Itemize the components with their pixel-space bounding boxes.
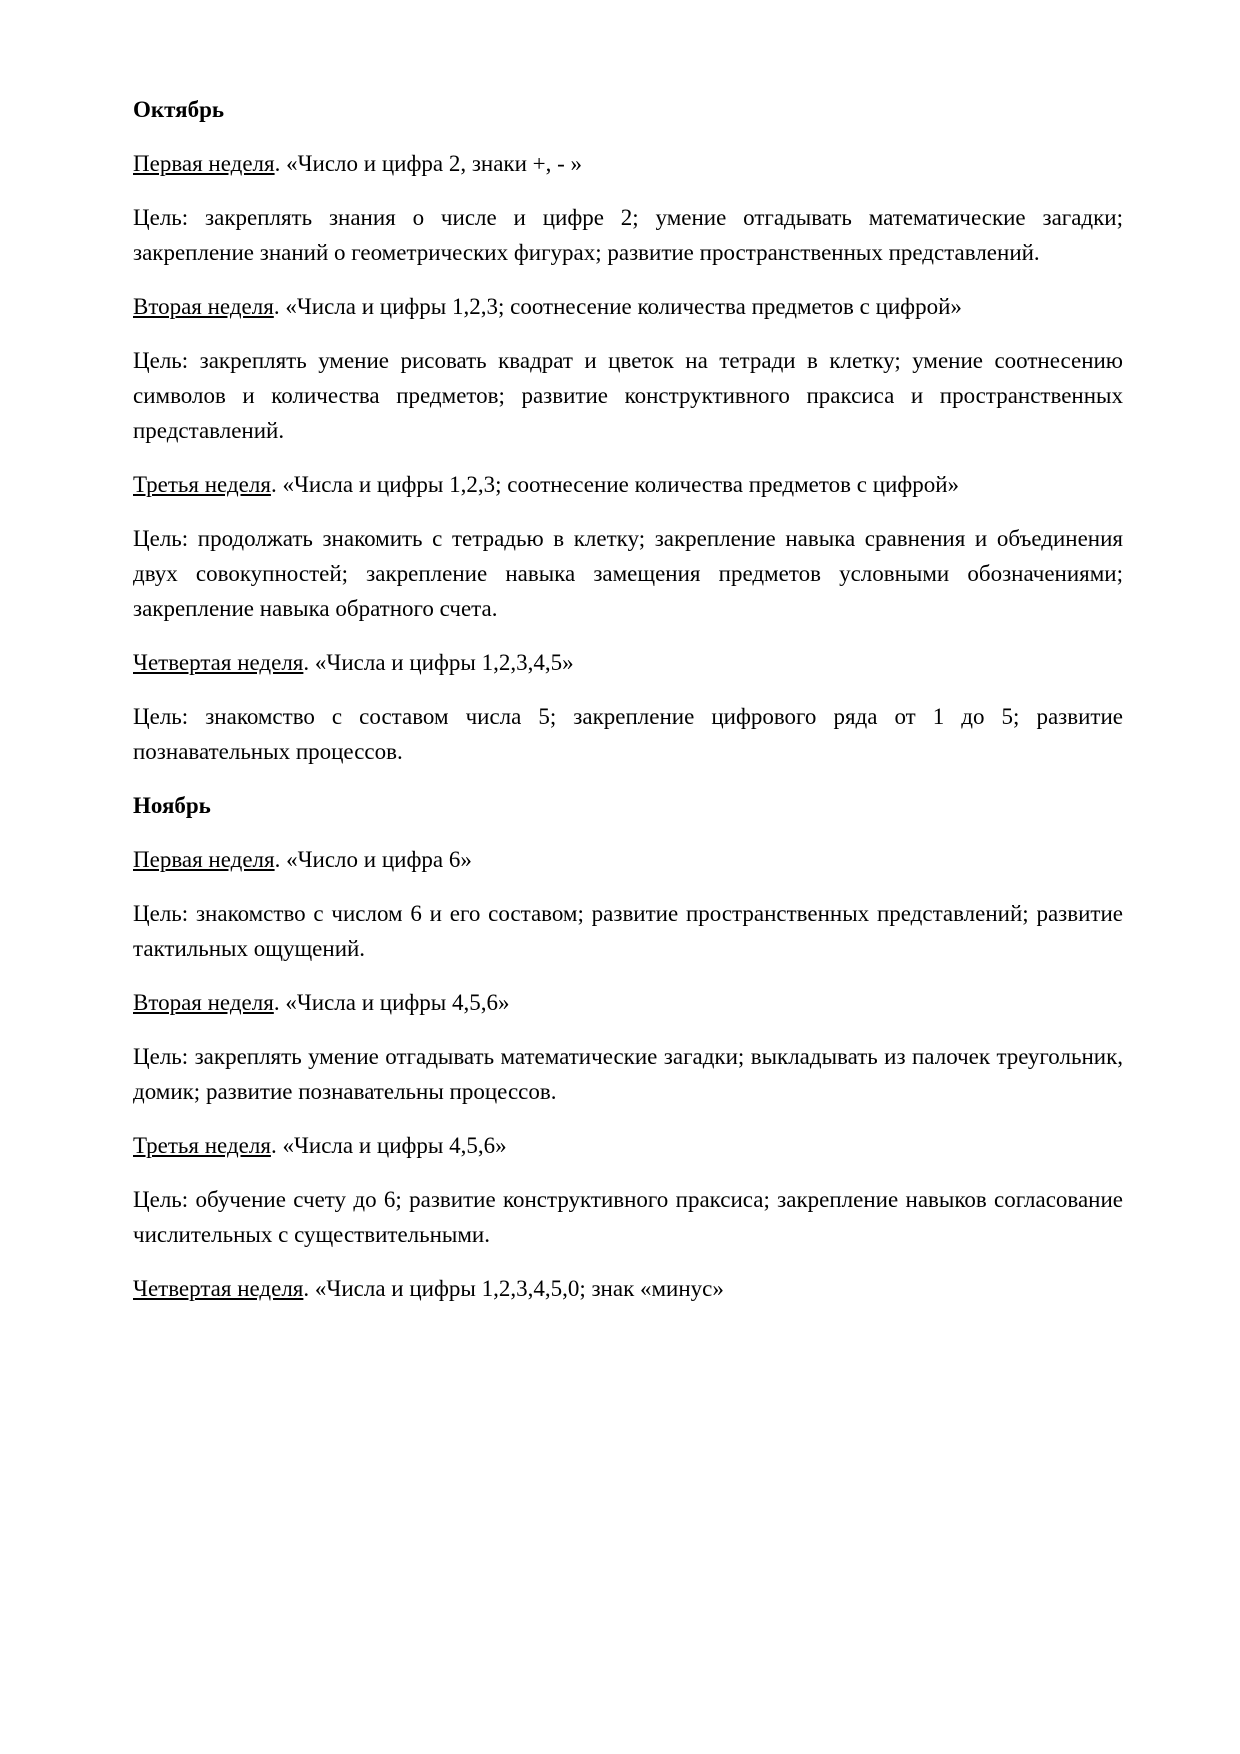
goal-paragraph: Цель: обучение счету до 6; развитие конструктивного праксиса; закрепление навыков согласование числительных с существительными. bbox=[133, 1187, 1123, 1247]
week-heading bbox=[133, 146, 1123, 181]
week-heading bbox=[133, 467, 1123, 502]
week-separator: . bbox=[270, 472, 283, 497]
goal-paragraph: Цель: закреплять умение рисовать квадрат и цветок на тетради в клетку; умение соотнесению символов и количества предметов; развитие конструктивного праксиса и пространственных представлений. bbox=[133, 348, 1123, 443]
week-topic: «Числа и цифры 1,2,3,4,5,0; знак «минус» bbox=[314, 1276, 724, 1301]
week-separator: . bbox=[274, 151, 287, 176]
week-label: Первая неделя bbox=[133, 151, 275, 176]
week-topic: «Числа и цифры 1,2,3; соотнесение количества предметов с цифрой» bbox=[285, 294, 962, 319]
month-heading-october: Октябрь bbox=[133, 97, 225, 122]
week-heading bbox=[133, 985, 1123, 1020]
week-label: Третья неделя bbox=[133, 1133, 271, 1158]
week-topic: «Числа и цифры 1,2,3; соотнесение количества предметов с цифрой» bbox=[282, 472, 960, 497]
week-topic: «Числа и цифры 1,2,3,4,5» bbox=[314, 650, 574, 675]
week-separator: . bbox=[303, 1276, 315, 1301]
week-label: Четвертая неделя bbox=[133, 1276, 304, 1301]
week-label: Третья неделя bbox=[133, 472, 271, 497]
week-label: Вторая неделя bbox=[133, 294, 274, 319]
goal-paragraph: Цель: продолжать знакомить с тетрадью в клетку; закрепление навыка сравнения и объединения двух совокупностей; закрепление навыка замещения предметов условными обозначениями; закрепление навыка обратного счета. bbox=[133, 526, 1123, 621]
week-separator: . bbox=[273, 990, 286, 1015]
week-label: Четвертая неделя bbox=[133, 650, 304, 675]
goal-paragraph: Цель: закреплять знания о числе и цифре 2; умение отгадывать математические загадки; закрепление знаний о геометрических фигурах; развитие пространственных представлений. bbox=[133, 205, 1123, 265]
goal-paragraph: Цель: знакомство с числом 6 и его составом; развитие пространственных представлений; развитие тактильных ощущений. bbox=[133, 901, 1123, 961]
week-label: Вторая неделя bbox=[133, 990, 274, 1015]
week-separator: . bbox=[270, 1133, 283, 1158]
week-topic: «Число и цифра 6» bbox=[286, 847, 472, 872]
goal-paragraph: Цель: знакомство с составом числа 5; закрепление цифрового ряда от 1 до 5; развитие познавательных процессов. bbox=[133, 704, 1123, 764]
week-heading bbox=[133, 1128, 1123, 1163]
month-section-october bbox=[133, 92, 1123, 769]
week-separator: . bbox=[273, 294, 286, 319]
week-topic: «Числа и цифры 4,5,6» bbox=[285, 990, 510, 1015]
week-heading bbox=[133, 1271, 1123, 1306]
month-heading-november: Ноябрь bbox=[133, 793, 211, 818]
week-label: Первая неделя bbox=[133, 847, 275, 872]
week-separator: . bbox=[274, 847, 287, 872]
week-heading bbox=[133, 645, 1123, 680]
week-separator: . bbox=[303, 650, 315, 675]
week-heading bbox=[133, 289, 1123, 324]
week-topic: «Числа и цифры 4,5,6» bbox=[282, 1133, 507, 1158]
month-section-november bbox=[133, 788, 1123, 1306]
goal-paragraph: Цель: закреплять умение отгадывать математические загадки; выкладывать из палочек треугольник, домик; развитие познавательны процессов. bbox=[133, 1044, 1123, 1104]
week-topic: «Число и цифра 2, знаки +, - » bbox=[286, 151, 583, 176]
week-heading bbox=[133, 842, 1123, 877]
